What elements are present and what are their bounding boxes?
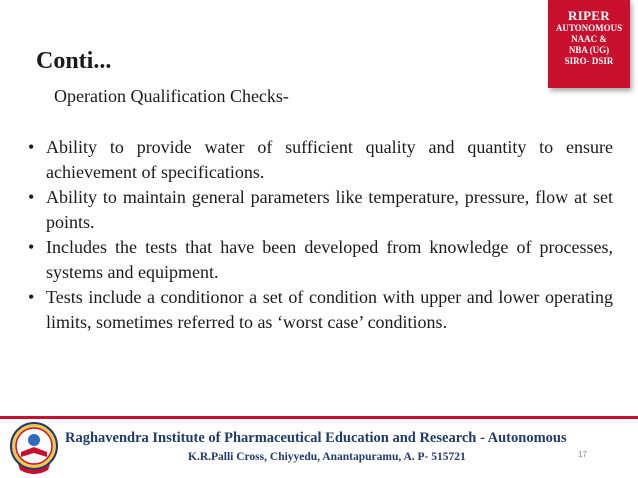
footer-divider <box>0 416 638 419</box>
slide-subtitle: Operation Qualification Checks- <box>54 86 289 106</box>
accreditation-badge <box>548 0 630 88</box>
bullet-item: • Ability to provide water of sufficient quality and quantity to ensure achievement of specifications. <box>28 135 613 185</box>
badge-line-autonomous: AUTONOMOUS <box>555 23 623 33</box>
bullet-list <box>28 135 613 335</box>
bullet-item: • Includes the tests that have been developed from knowledge of processes, systems and equipment. <box>28 235 613 285</box>
badge-line-siro: SIRO- DSIR <box>564 56 614 66</box>
bullet-item: • Ability to maintain general parameters like temperature, pressure, flow at set points. <box>28 185 613 235</box>
footer-institution-name: Raghavendra Institute of Pharmaceutical Education and Research - Autonomous <box>65 430 567 446</box>
badge-line-nba: NBA (UG) <box>568 45 610 55</box>
slide-title: Conti... <box>36 48 112 74</box>
page-number: 17 <box>578 450 587 459</box>
badge-line-naac: NAAC & <box>571 34 607 44</box>
badge-title: RIPER <box>568 8 610 23</box>
bullet-item: • Tests include a conditionor a set of condition with upper and lower operating limits, sometimes referred to as ‘worst case’ conditions. <box>28 285 613 335</box>
institution-logo-icon <box>8 420 60 476</box>
footer-address: K.R.Palli Cross, Chiyyedu, Anantapuramu, A. P- 515721 <box>188 451 466 463</box>
